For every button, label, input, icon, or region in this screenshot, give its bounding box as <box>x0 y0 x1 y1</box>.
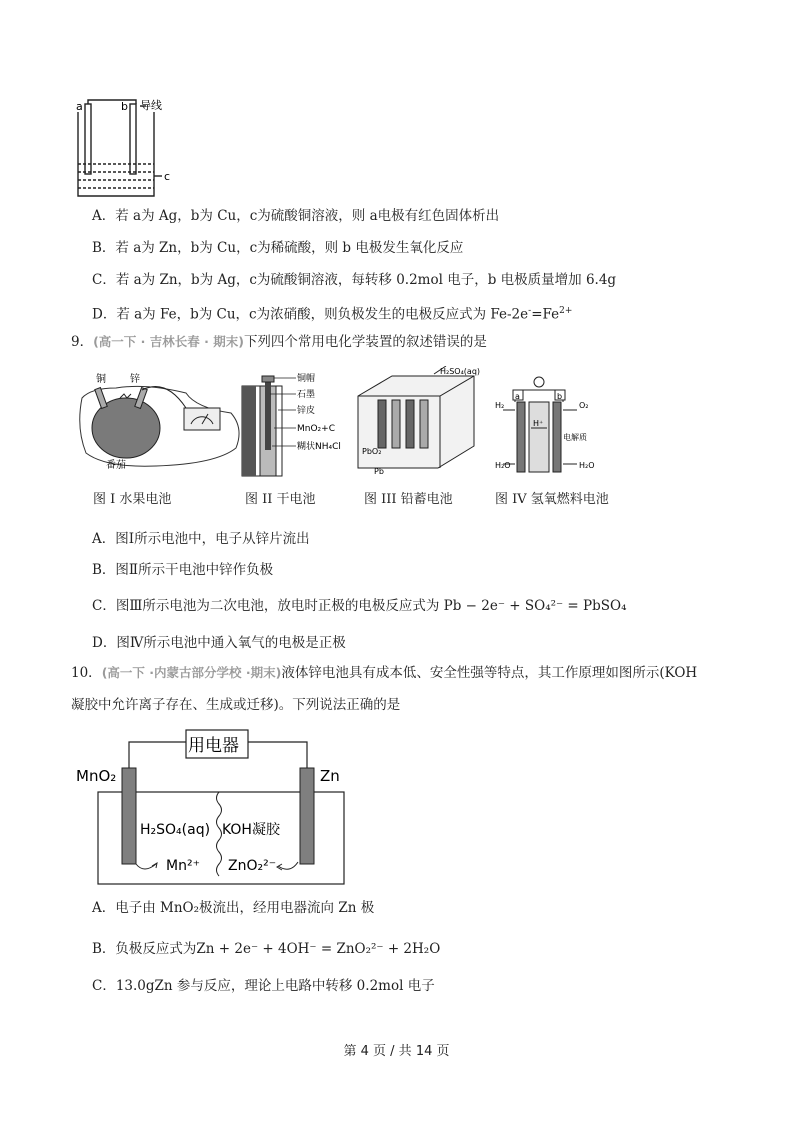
dry-cell-diagram <box>234 372 352 482</box>
label-mno2-c: MnO₂+C <box>297 424 335 434</box>
label-h2: H₂ <box>495 401 505 410</box>
q9-source-tag: (高一下 · 吉林长春 · 期末) <box>93 334 244 349</box>
fig2-caption: 图 II 干电池 <box>245 492 316 507</box>
q9-option-d: D．图Ⅳ所示电池中通入氧气的电极是正极 <box>92 635 346 651</box>
q9-option-c-text: C．图Ⅲ所示电池为二次电池，放电时正极的电极反应式为 <box>92 598 440 614</box>
q10-stem-text1: 液体锌电池具有成本低、安全性强等特点，其工作原理如图所示(KOH <box>281 665 698 681</box>
q10-number: 10． <box>71 665 102 681</box>
label-o2: O₂ <box>579 401 589 410</box>
label-wire: 导线 <box>140 99 162 112</box>
label-copper-cap: 铜帽 <box>297 374 316 384</box>
label-zinc-shell: 锌皮 <box>297 406 316 416</box>
q10-option-a: A．电子由 MnO₂极流出，经用电器流向 Zn 极 <box>92 900 375 916</box>
q9-stem-text: 下列四个常用电化学装置的叙述错误的是 <box>243 334 487 350</box>
q9-option-c <box>92 597 627 615</box>
label-koh-gel: KOH凝胶 <box>222 822 280 838</box>
label-pbo2: PbO₂ <box>362 447 382 456</box>
q10-option-b <box>92 940 440 958</box>
label-electrolyte: 电解质 <box>563 433 587 442</box>
q8-option-d-sup2: 2+ <box>559 306 573 316</box>
label-h2o-right: H₂O <box>579 461 595 470</box>
q9-option-c-equation: Pb − 2e⁻ + SO₄²⁻ = PbSO₄ <box>443 598 627 614</box>
label-b: b <box>121 100 128 113</box>
q10-option-c: C．13.0gZn 参与反应，理论上电路中转移 0.2mol 电子 <box>92 978 435 994</box>
label-nh4cl: 糊状NH₄Cl <box>297 442 341 452</box>
lead-battery-diagram <box>352 366 482 478</box>
label-zinc: 锌 <box>130 374 140 385</box>
q8-option-b: B．若 a为 Zn，b为 Cu，c为稀硫酸，则 b 电极发生氧化反应 <box>92 240 464 256</box>
label-a: a <box>515 392 520 401</box>
q8-beaker-diagram <box>70 92 180 202</box>
zinc-battery-diagram <box>74 724 354 890</box>
label-zn: Zn <box>320 767 340 785</box>
q8-option-a: A．若 a为 Ag，b为 Cu，c为硫酸铜溶液，则 a电极有红色固体析出 <box>92 208 500 224</box>
label-b: b <box>557 392 563 401</box>
q9-option-a: A．图Ⅰ所示电池中，电子从锌片流出 <box>92 531 310 547</box>
q8-option-d <box>92 302 572 324</box>
fig4-caption: 图 IV 氢氧燃料电池 <box>495 492 609 507</box>
q10-stem-line1 <box>71 664 697 682</box>
q8-option-d-text: D．若 a为 Fe，b为 Cu，c为浓硝酸，则负极发生的电极反应式为 Fe-2e <box>92 306 529 323</box>
label-mno2: MnO₂ <box>76 767 117 785</box>
page-footer: 第 4 页 / 共 14 页 <box>343 1044 450 1059</box>
fig3-caption: 图 III 铅蓄电池 <box>364 492 453 507</box>
fuel-cell-diagram <box>495 374 605 478</box>
q9-stem <box>71 333 487 351</box>
label-pb: Pb <box>374 467 384 476</box>
q9-option-b: B．图Ⅱ所示干电池中锌作负极 <box>92 562 274 578</box>
q10-stem-line2: 凝胶中允许离子存在、生成或迁移)。下列说法正确的是 <box>71 697 401 713</box>
label-mn2: Mn²⁺ <box>166 858 200 874</box>
q8-option-d-mid: =Fe <box>531 306 560 323</box>
label-hplus: H⁺ <box>533 419 544 428</box>
label-c: c <box>164 170 171 183</box>
label-a: a <box>76 100 83 113</box>
label-graphite: 石墨 <box>297 390 316 400</box>
q8-option-d-sup1: - <box>528 306 532 316</box>
q10-option-b-text: B．负极反应式为 <box>92 941 197 957</box>
label-h2so4: H₂SO₄(aq) <box>140 822 211 838</box>
label-tomato: 番茄 <box>106 460 126 471</box>
label-h2o-left: H₂O <box>495 461 511 470</box>
q10-source-tag: (高一下 ·内蒙古部分学校 ·期末) <box>101 665 282 680</box>
q10-option-b-equation: Zn + 2e⁻ + 4OH⁻ = ZnO₂²⁻ + 2H₂O <box>196 941 441 957</box>
label-h2so4: H₂SO₄(aq) <box>440 367 481 376</box>
label-device: 用电器 <box>188 736 239 756</box>
label-copper: 铜 <box>96 374 106 385</box>
q8-option-c: C．若 a为 Zn，b为 Ag，c为硫酸铜溶液，每转移 0.2mol 电子，b 电极质量增加 6.4g <box>92 272 617 288</box>
fig1-caption: 图 I 水果电池 <box>93 492 172 507</box>
fruit-battery-diagram <box>76 368 246 478</box>
label-zno2: ZnO₂²⁻ <box>228 858 277 874</box>
q9-number: 9． <box>71 334 94 350</box>
